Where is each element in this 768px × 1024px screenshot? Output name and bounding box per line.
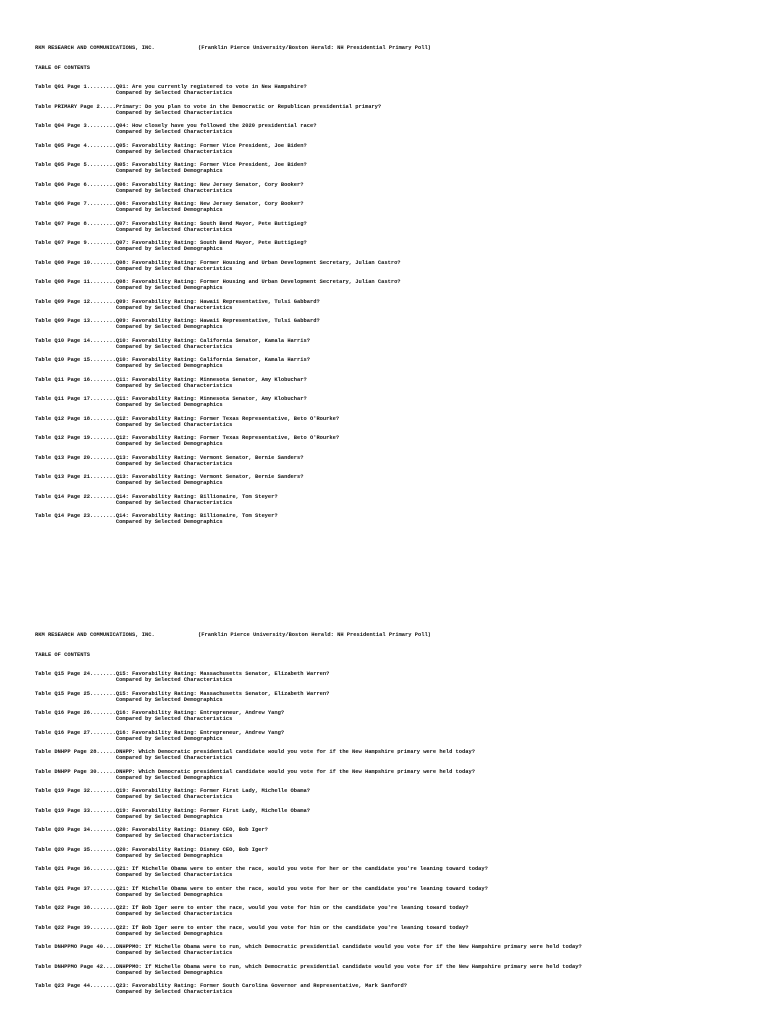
table-reference: Table Q16 Page 27........ <box>35 729 116 736</box>
toc-entry <box>35 925 755 938</box>
question-text: DNHPP: Which Democratic presidential candidate would you vote for if the New Hampshire primary were held today? <box>115 749 475 755</box>
table-reference: Table Q12 Page 18........ <box>35 415 116 422</box>
table-description <box>116 416 755 429</box>
table-description <box>116 905 755 918</box>
table-description <box>116 886 755 899</box>
table-reference: Table Q21 Page 36........ <box>35 866 116 872</box>
question-text: DNHPP: Which Democratic presidential candidate would you vote for if the New Hampshire primary were held today? <box>115 768 475 775</box>
table-reference: Table Q05 Page 4......... <box>35 142 116 149</box>
table-description <box>116 494 755 507</box>
table-reference: Table DNHPPMO Page 42.... <box>35 963 116 970</box>
table-description <box>116 260 755 273</box>
table-description <box>116 143 755 156</box>
toc-title: TABLE OF CONTENTS <box>35 65 90 71</box>
question-text: Q21: If Michelle Obama were to enter the race, would you vote for her or the candidate you're leaning toward today? <box>115 866 488 872</box>
comparison-text: Compared by Selected Characteristics <box>115 911 233 918</box>
table-description <box>116 396 755 409</box>
table-reference: Table Q09 Page 13........ <box>35 318 116 324</box>
table-reference: Table PRIMARY Page 2..... <box>35 103 116 110</box>
comparison-text: Compared by Selected Characteristics <box>115 421 233 428</box>
comparison-text: Compared by Selected Characteristics <box>115 499 233 506</box>
question-text: Q09: Favorability Rating: Hawaii Representative, Tulsi Gabbard? <box>115 298 320 305</box>
table-description <box>116 944 755 957</box>
comparison-text: Compared by Selected Demographics <box>115 696 223 703</box>
question-text: Primary: Do you plan to vote in the Democratic or Republican presidential primary? <box>115 103 382 110</box>
table-reference: Table Q20 Page 34........ <box>35 827 116 833</box>
toc-entry <box>35 847 755 860</box>
question-text: Q08: Favorability Rating: Former Housing and Urban Development Secretary, Julian Castro? <box>115 279 401 285</box>
table-description <box>116 182 755 195</box>
comparison-text: Compared by Selected Characteristics <box>115 343 233 350</box>
question-text: Q08: Favorability Rating: Former Housing and Urban Development Secretary, Julian Castro? <box>115 259 401 266</box>
comparison-text: Compared by Selected Demographics <box>115 969 223 976</box>
table-reference: Table Q19 Page 33........ <box>35 807 116 814</box>
table-reference: Table Q14 Page 22........ <box>35 493 116 500</box>
toc-entry <box>35 513 755 526</box>
table-reference: Table Q13 Page 20........ <box>35 454 116 461</box>
comparison-text: Compared by Selected Characteristics <box>115 950 233 957</box>
toc-entry <box>35 416 755 429</box>
comparison-text: Compared by Selected Characteristics <box>115 226 233 233</box>
table-description <box>116 240 755 253</box>
question-text: Q12: Favorability Rating: Former Texas Representative, Beto O'Rourke? <box>115 415 340 422</box>
toc-entry <box>35 474 755 487</box>
comparison-text: Compared by Selected Characteristics <box>115 872 233 879</box>
comparison-text: Compared by Selected Demographics <box>115 774 223 781</box>
comparison-text: Compared by Selected Characteristics <box>115 187 233 194</box>
comparison-text: Compared by Selected Demographics <box>115 480 223 487</box>
toc-entry <box>35 964 755 977</box>
question-text: Q01: Are you currently registered to vote in New Hampshire? <box>115 84 307 90</box>
table-reference: Table Q19 Page 32........ <box>35 788 116 794</box>
table-description <box>116 299 755 312</box>
table-reference: Table Q11 Page 17........ <box>35 396 116 402</box>
table-reference: Table Q13 Page 21........ <box>35 474 116 480</box>
toc-page-2 <box>35 631 755 1003</box>
question-text: Q07: Favorability Rating: South Bend Mayor, Pete Buttigieg? <box>115 220 307 227</box>
question-text: Q06: Favorability Rating: New Jersey Senator, Cory Booker? <box>115 201 304 207</box>
table-description <box>116 377 755 390</box>
question-text: Q21: If Michelle Obama were to enter the race, would you vote for her or the candidate you're leaning toward today? <box>115 885 488 892</box>
table-reference: Table Q05 Page 5......... <box>35 162 116 168</box>
toc-entry <box>35 318 755 331</box>
question-text: Q11: Favorability Rating: Minnesota Senator, Amy Klobuchar? <box>115 396 307 402</box>
table-description <box>116 84 755 97</box>
table-description <box>116 318 755 331</box>
question-text: Q12: Favorability Rating: Former Texas Representative, Beto O'Rourke? <box>115 435 340 441</box>
table-description <box>116 847 755 860</box>
question-text: Q20: Favorability Rating: Disney CEO, Bob Iger? <box>115 827 268 833</box>
table-description <box>116 279 755 292</box>
toc-title: TABLE OF CONTENTS <box>35 652 90 658</box>
comparison-text: Compared by Selected Characteristics <box>115 148 233 155</box>
comparison-text: Compared by Selected Characteristics <box>115 382 233 389</box>
table-description <box>116 221 755 234</box>
table-reference: Table Q22 Page 39........ <box>35 924 116 931</box>
toc-entry <box>35 182 755 195</box>
table-reference: Table Q15 Page 25........ <box>35 690 116 697</box>
table-description <box>116 162 755 175</box>
comparison-text: Compared by Selected Characteristics <box>115 460 233 467</box>
table-reference: Table Q15 Page 24........ <box>35 671 116 677</box>
table-description <box>116 338 755 351</box>
question-text: Q15: Favorability Rating: Massachusetts Senator, Elizabeth Warren? <box>115 690 330 697</box>
table-reference: Table Q06 Page 7......... <box>35 201 116 207</box>
toc-entry <box>35 104 755 117</box>
table-reference: Table Q16 Page 26........ <box>35 710 116 716</box>
toc-entry <box>35 827 755 840</box>
question-text: Q16: Favorability Rating: Entrepreneur, Andrew Yang? <box>115 729 285 736</box>
question-text: Q23: Favorability Rating: Former South Carolina Governor and Representative, Mark Sanford? <box>115 983 408 989</box>
toc-entries <box>35 84 755 526</box>
toc-entry <box>35 396 755 409</box>
question-text: Q19: Favorability Rating: Former First Lady, Michelle Obama? <box>115 807 310 814</box>
toc-entry <box>35 240 755 253</box>
toc-entry <box>35 455 755 468</box>
question-text: Q14: Favorability Rating: Billionaire, Tom Steyer? <box>115 493 278 500</box>
table-description <box>116 730 755 743</box>
table-description <box>116 808 755 821</box>
question-text: Q06: Favorability Rating: New Jersey Senator, Cory Booker? <box>115 181 304 188</box>
toc-entry <box>35 866 755 879</box>
comparison-text: Compared by Selected Demographics <box>115 246 223 253</box>
toc-entry <box>35 338 755 351</box>
question-text: Q22: If Bob Iger were to enter the race, would you vote for him or the candidate you're leaning toward today? <box>115 924 469 931</box>
comparison-text: Compared by Selected Characteristics <box>115 304 233 311</box>
table-description <box>116 104 755 117</box>
table-reference: Table Q14 Page 23........ <box>35 513 116 519</box>
table-description <box>116 455 755 468</box>
comparison-text: Compared by Selected Characteristics <box>115 794 233 801</box>
comparison-text: Compared by Selected Characteristics <box>115 129 233 136</box>
table-reference: Table Q22 Page 38........ <box>35 905 116 911</box>
question-text: Q15: Favorability Rating: Massachusetts Senator, Elizabeth Warren? <box>115 671 330 677</box>
toc-entry <box>35 221 755 234</box>
toc-entry <box>35 162 755 175</box>
comparison-text: Compared by Selected Characteristics <box>115 833 233 840</box>
table-description <box>116 866 755 879</box>
toc-entry <box>35 143 755 156</box>
comparison-text: Compared by Selected Demographics <box>115 852 223 859</box>
toc-entry <box>35 886 755 899</box>
table-description <box>116 749 755 762</box>
comparison-text: Compared by Selected Characteristics <box>115 90 233 97</box>
organization-name: RKM RESEARCH AND COMMUNICATIONS, INC. <box>35 632 155 638</box>
comparison-text: Compared by Selected Demographics <box>115 813 223 820</box>
question-text: Q14: Favorability Rating: Billionaire, Tom Steyer? <box>115 513 278 519</box>
table-reference: Table Q20 Page 35........ <box>35 846 116 853</box>
toc-entry <box>35 377 755 390</box>
table-reference: Table DNHPPMO Page 40.... <box>35 944 116 950</box>
table-description <box>116 474 755 487</box>
comparison-text: Compared by Selected Demographics <box>115 735 223 742</box>
table-reference: Table Q07 Page 8......... <box>35 220 116 227</box>
comparison-text: Compared by Selected Demographics <box>115 891 223 898</box>
table-reference: Table Q06 Page 6......... <box>35 181 116 188</box>
comparison-text: Compared by Selected Characteristics <box>115 989 233 996</box>
toc-entry <box>35 435 755 448</box>
toc-page-1 <box>35 44 755 533</box>
report-header <box>35 44 755 52</box>
toc-entry <box>35 944 755 957</box>
question-text: DNHPPMO: If Michelle Obama were to run, which Democratic presidential candidate would you vote for if the New Hampshire primary were held today? <box>115 963 582 970</box>
question-text: Q05: Favorability Rating: Former Vice President, Joe Biden? <box>115 162 307 168</box>
table-reference: Table Q23 Page 44........ <box>35 983 116 989</box>
question-text: Q05: Favorability Rating: Former Vice President, Joe Biden? <box>115 142 307 149</box>
comparison-text: Compared by Selected Characteristics <box>115 716 233 723</box>
toc-entry <box>35 983 755 996</box>
question-text: Q19: Favorability Rating: Former First Lady, Michelle Obama? <box>115 788 310 794</box>
table-reference: Table Q01 Page 1......... <box>35 84 116 90</box>
table-reference: Table Q04 Page 3......... <box>35 123 116 129</box>
toc-entry <box>35 357 755 370</box>
table-description <box>116 435 755 448</box>
toc-entry <box>35 84 755 97</box>
toc-entry <box>35 494 755 507</box>
table-reference: Table Q08 Page 11........ <box>35 279 116 285</box>
toc-entry <box>35 671 755 684</box>
table-reference: Table Q07 Page 9......... <box>35 240 116 246</box>
comparison-text: Compared by Selected Demographics <box>115 168 223 175</box>
toc-entry <box>35 905 755 918</box>
table-reference: Table Q21 Page 37........ <box>35 885 116 892</box>
comparison-text: Compared by Selected Demographics <box>115 441 223 448</box>
table-reference: Table Q08 Page 10........ <box>35 259 116 266</box>
table-description <box>116 357 755 370</box>
question-text: Q13: Favorability Rating: Vermont Senator, Bernie Sanders? <box>115 454 304 461</box>
comparison-text: Compared by Selected Demographics <box>115 207 223 214</box>
toc-entry <box>35 730 755 743</box>
question-text: Q10: Favorability Rating: California Senator, Kamala Harris? <box>115 337 310 344</box>
table-reference: Table Q10 Page 14........ <box>35 337 116 344</box>
toc-entry <box>35 710 755 723</box>
question-text: Q10: Favorability Rating: California Senator, Kamala Harris? <box>115 357 310 363</box>
toc-entry <box>35 201 755 214</box>
table-description <box>116 671 755 684</box>
table-reference: Table DNHPP Page 28...... <box>35 749 116 755</box>
toc-entry <box>35 279 755 292</box>
table-description <box>116 964 755 977</box>
toc-entries <box>35 671 755 996</box>
comparison-text: Compared by Selected Demographics <box>115 324 223 331</box>
poll-name: (Franklin Pierce University/Boston Herald: NH Presidential Primary Poll) <box>198 45 431 51</box>
poll-name: (Franklin Pierce University/Boston Herald: NH Presidential Primary Poll) <box>198 632 431 638</box>
organization-name: RKM RESEARCH AND COMMUNICATIONS, INC. <box>35 45 155 51</box>
table-reference: Table Q11 Page 16........ <box>35 376 116 383</box>
toc-entry <box>35 691 755 704</box>
question-text: Q07: Favorability Rating: South Bend Mayor, Pete Buttigieg? <box>115 240 307 246</box>
question-text: Q20: Favorability Rating: Disney CEO, Bob Iger? <box>115 846 268 853</box>
table-description <box>116 691 755 704</box>
toc-entry <box>35 749 755 762</box>
comparison-text: Compared by Selected Demographics <box>115 402 223 409</box>
comparison-text: Compared by Selected Demographics <box>115 930 223 937</box>
table-description <box>116 123 755 136</box>
toc-entry <box>35 299 755 312</box>
question-text: DNHPPMO: If Michelle Obama were to run, which Democratic presidential candidate would you vote for if the New Hampshire primary were held today? <box>115 944 582 950</box>
table-reference: Table Q09 Page 12........ <box>35 298 116 305</box>
comparison-text: Compared by Selected Characteristics <box>115 265 233 272</box>
question-text: Q22: If Bob Iger were to enter the race, would you vote for him or the candidate you're leaning toward today? <box>115 905 469 911</box>
table-description <box>116 769 755 782</box>
comparison-text: Compared by Selected Demographics <box>115 285 223 292</box>
table-description <box>116 925 755 938</box>
toc-entry <box>35 260 755 273</box>
table-description <box>116 513 755 526</box>
toc-entry <box>35 123 755 136</box>
comparison-text: Compared by Selected Demographics <box>115 519 223 526</box>
comparison-text: Compared by Selected Characteristics <box>115 677 233 684</box>
toc-entry <box>35 788 755 801</box>
question-text: Q04: How closely have you followed the 2020 presidential race? <box>115 123 317 129</box>
question-text: Q11: Favorability Rating: Minnesota Senator, Amy Klobuchar? <box>115 376 307 383</box>
table-reference: Table Q10 Page 15........ <box>35 357 116 363</box>
question-text: Q09: Favorability Rating: Hawaii Representative, Tulsi Gabbard? <box>115 318 320 324</box>
question-text: Q13: Favorability Rating: Vermont Senator, Bernie Sanders? <box>115 474 304 480</box>
report-header <box>35 631 755 639</box>
table-description <box>116 201 755 214</box>
question-text: Q16: Favorability Rating: Entrepreneur, Andrew Yang? <box>115 710 285 716</box>
table-reference: Table Q12 Page 19........ <box>35 435 116 441</box>
toc-entry <box>35 808 755 821</box>
comparison-text: Compared by Selected Characteristics <box>115 109 233 116</box>
comparison-text: Compared by Selected Demographics <box>115 363 223 370</box>
table-description <box>116 710 755 723</box>
comparison-text: Compared by Selected Characteristics <box>115 755 233 762</box>
table-reference: Table DNHPP Page 30...... <box>35 768 116 775</box>
table-description <box>116 983 755 996</box>
table-description <box>116 827 755 840</box>
table-description <box>116 788 755 801</box>
toc-entry <box>35 769 755 782</box>
